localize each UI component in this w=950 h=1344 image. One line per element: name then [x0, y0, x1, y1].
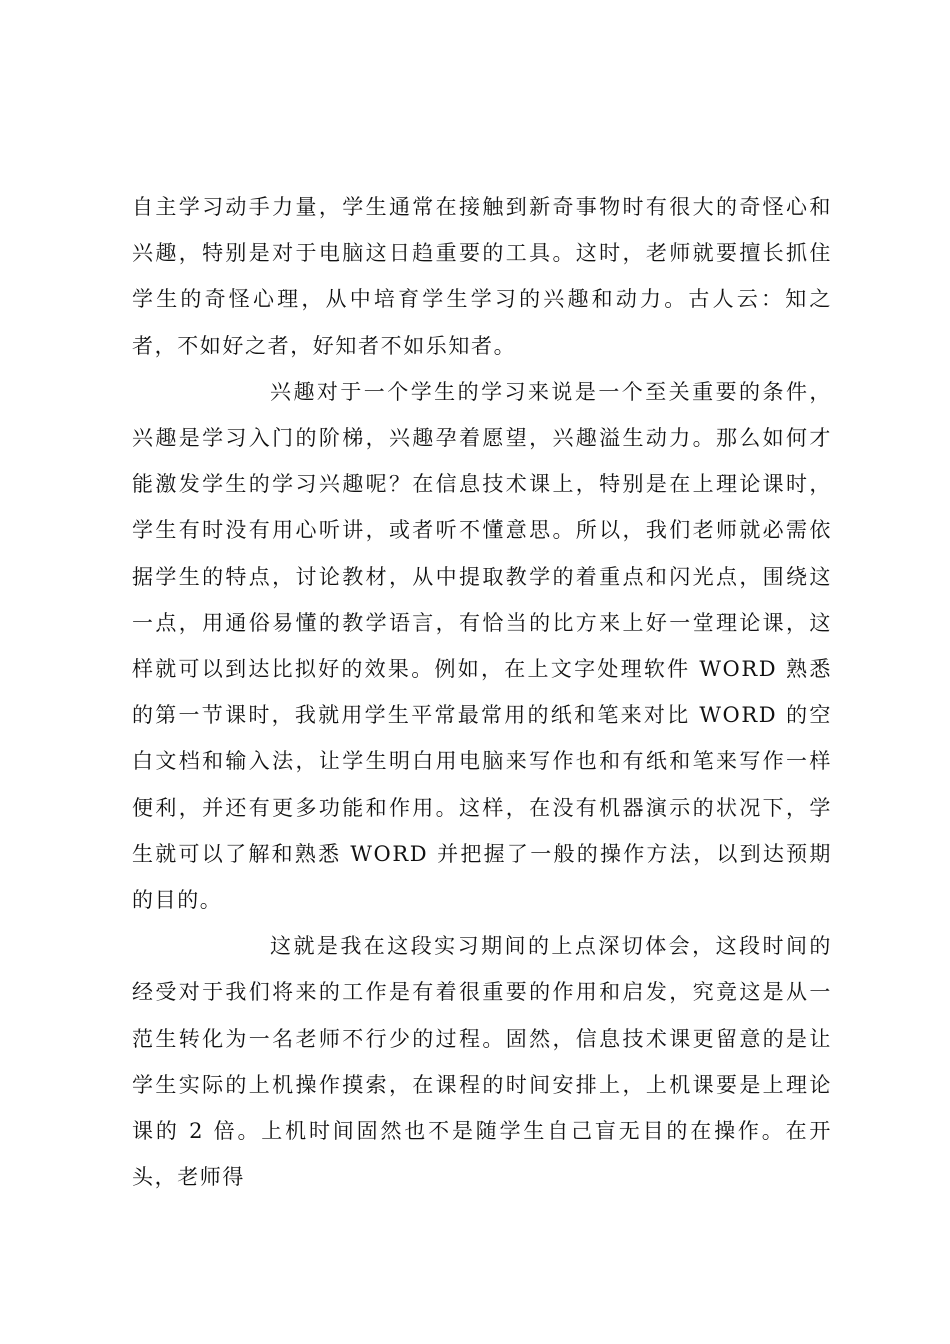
paragraph-1: 自主学习动手力量，学生通常在接触到新奇事物时有很大的奇怪心和兴趣，特别是对于电脑这日趋重要的工具。这时，老师就要擅长抓住学生的奇怪心理，从中培育学生学习的兴趣和动力。古人云：知之者，不如好之者，好知者不如乐知者。	[132, 195, 832, 358]
paragraph-3: 这就是我在这段实习期间的上点深切体会，这段时间的经受对于我们将来的工作是有着很重要的作用和启发，究竟这是从一范生转化为一名老师不行少的过程。固然，信息技术课更留意的是让学生实际的上机操作摸索，在课程的时间安排上，上机课要是上理论课的 2 倍。上机时间固然也不是随学生自己盲无目的在操作。在开头，老师得	[132, 934, 832, 1190]
paragraph-2: 兴趣对于一个学生的学习来说是一个至关重要的条件，兴趣是学习入门的阶梯，兴趣孕着愿望，兴趣溢生动力。那么如何才能激发学生的学习兴趣呢？在信息技术课上，特别是在上理论课时，学生有时没有用心听讲，或者听不懂意思。所以，我们老师就必需依据学生的特点，讨论教材，从中提取教学的着重点和闪光点，围绕这一点，用通俗易懂的教学语言，有恰当的比方来上好一堂理论课，这样就可以到达比拟好的效果。例如，在上文字处理软件 WORD 熟悉的第一节课时，我就用学生平常最常用的纸和笔来对比 WORD 的空白文档和输入法，让学生明白用电脑来写作也和有纸和笔来写作一样便利，并还有更多功能和作用。这样，在没有机器演示的状况下，学生就可以了解和熟悉 WORD 并把握了一般的操作方法，以到达预期的目的。	[132, 379, 832, 913]
document-body	[132, 184, 832, 1200]
